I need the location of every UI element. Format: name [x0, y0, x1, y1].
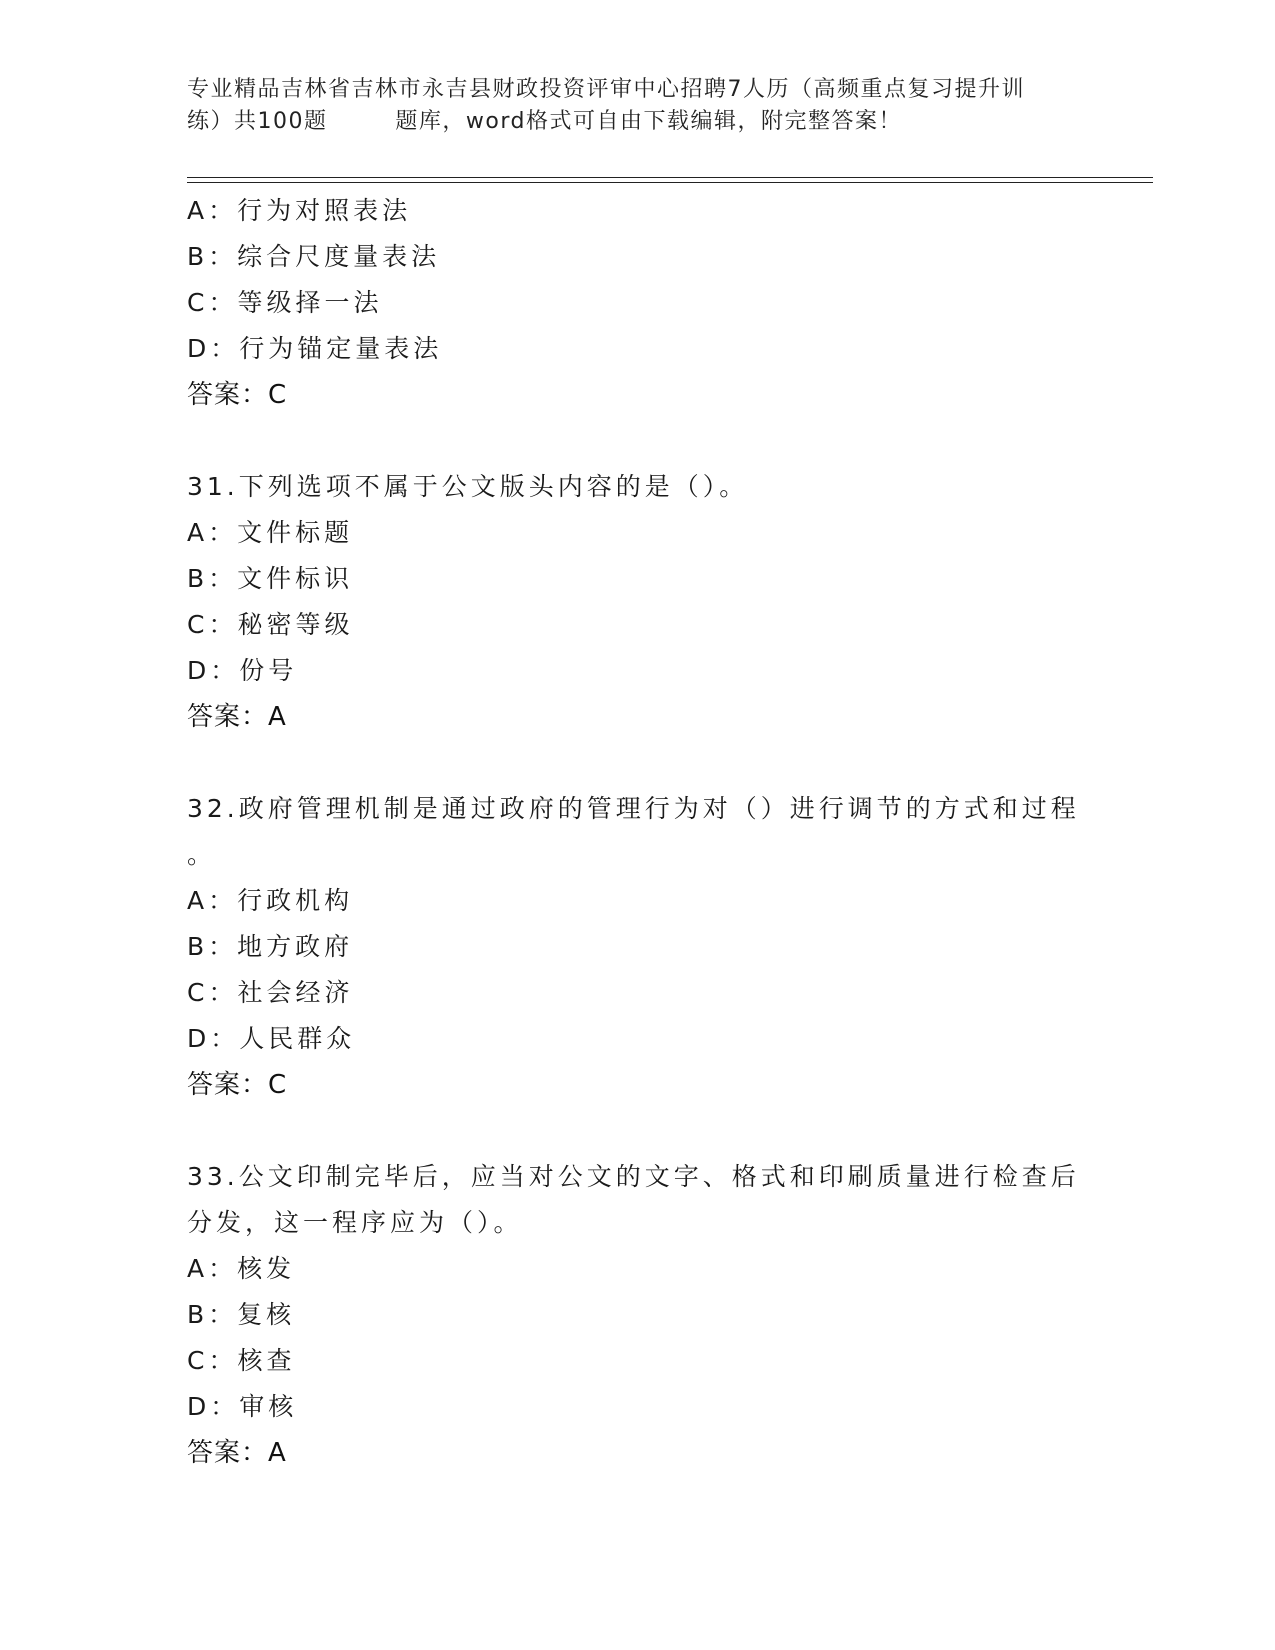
question-block-30 — [187, 188, 1087, 418]
option-b: B：地方政府 — [187, 932, 354, 961]
option-b: B：文件标识 — [187, 564, 354, 593]
option-a: A：核发 — [187, 1254, 296, 1283]
answer-line: 答案：A — [187, 1438, 287, 1468]
header-divider-bottom — [187, 182, 1153, 183]
header-title-line-2: 练）共100题 题库，word格式可自由下载编辑，附完整答案！ — [187, 109, 903, 134]
spacer — [187, 1108, 1087, 1154]
question-text-continuation: 。 — [187, 840, 217, 869]
question-text-continuation: 分发，这一程序应为（）。 — [187, 1208, 523, 1237]
question-list — [187, 188, 1087, 1476]
document-header — [187, 74, 1087, 138]
option-a: A：文件标题 — [187, 518, 354, 547]
option-d: D：人民群众 — [187, 1024, 356, 1053]
option-c: C：秘密等级 — [187, 610, 354, 639]
option-d: D：份号 — [187, 656, 298, 685]
answer-line: 答案：A — [187, 702, 287, 732]
question-text: 31.下列选项不属于公文版头内容的是（）。 — [187, 472, 749, 501]
spacer — [187, 740, 1087, 786]
question-text: 32.政府管理机制是通过政府的管理行为对（）进行调节的方式和过程 — [187, 794, 1080, 823]
option-d: D：审核 — [187, 1392, 298, 1421]
answer-line: 答案：C — [187, 1070, 288, 1100]
option-b: B：复核 — [187, 1300, 296, 1329]
option-c: C：核查 — [187, 1346, 296, 1375]
header-title-line-1: 专业精品吉林省吉林市永吉县财政投资评审中心招聘7人历（高频重点复习提升训 — [187, 77, 1025, 102]
header-divider-top — [187, 177, 1153, 178]
spacer — [187, 418, 1087, 464]
option-a: A：行为对照表法 — [187, 196, 412, 225]
option-c: C：等级择一法 — [187, 288, 383, 317]
option-b: B：综合尺度量表法 — [187, 242, 441, 271]
answer-line: 答案：C — [187, 380, 288, 410]
option-a: A：行政机构 — [187, 886, 354, 915]
question-text: 33.公文印制完毕后，应当对公文的文字、格式和印刷质量进行检查后 — [187, 1162, 1080, 1191]
question-block-32 — [187, 786, 1087, 1108]
question-block-33 — [187, 1154, 1087, 1476]
question-block-31 — [187, 464, 1087, 740]
option-d: D：行为锚定量表法 — [187, 334, 443, 363]
option-c: C：社会经济 — [187, 978, 354, 1007]
